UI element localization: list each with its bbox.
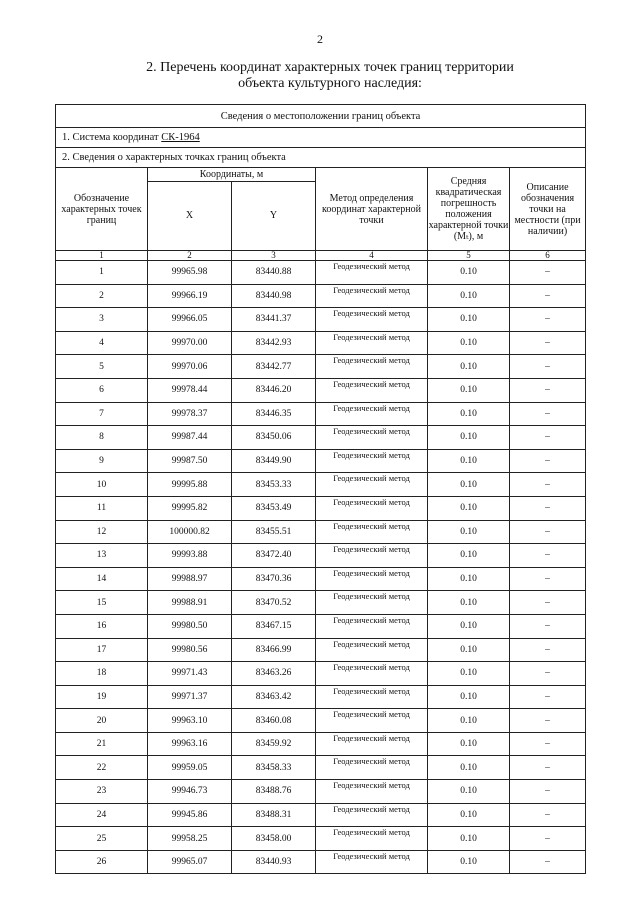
description-cell: – bbox=[510, 591, 586, 615]
description-cell: – bbox=[510, 544, 586, 568]
table-row bbox=[56, 261, 586, 285]
y-coordinate-cell: 83459.92 bbox=[232, 732, 316, 756]
description-cell: – bbox=[510, 638, 586, 662]
description-cell: – bbox=[510, 284, 586, 308]
method-cell: Геодезический метод bbox=[316, 591, 428, 615]
method-cell: Геодезический метод bbox=[316, 331, 428, 355]
coordinate-system-cell bbox=[56, 128, 586, 148]
x-coordinate-cell: 99970.06 bbox=[148, 355, 232, 379]
x-coordinate-cell: 99971.43 bbox=[148, 662, 232, 686]
point-number-cell: 1 bbox=[56, 261, 148, 285]
y-coordinate-cell: 83449.90 bbox=[232, 449, 316, 473]
method-cell: Геодезический метод bbox=[316, 638, 428, 662]
y-coordinate-cell: 83488.76 bbox=[232, 780, 316, 804]
point-number-cell: 17 bbox=[56, 638, 148, 662]
x-coordinate-cell: 99987.50 bbox=[148, 449, 232, 473]
method-cell: Геодезический метод bbox=[316, 402, 428, 426]
description-cell: – bbox=[510, 496, 586, 520]
x-coordinate-cell: 99978.37 bbox=[148, 402, 232, 426]
title-line-2: объекта культурного наследия: bbox=[238, 76, 422, 91]
method-cell: Геодезический метод bbox=[316, 378, 428, 402]
table-row bbox=[56, 544, 586, 568]
y-coordinate-cell: 83440.98 bbox=[232, 284, 316, 308]
description-cell: – bbox=[510, 827, 586, 851]
error-cell: 0.10 bbox=[428, 261, 510, 285]
point-number-cell: 22 bbox=[56, 756, 148, 780]
error-cell: 0.10 bbox=[428, 591, 510, 615]
method-cell: Геодезический метод bbox=[316, 850, 428, 874]
x-coordinate-cell: 99971.37 bbox=[148, 685, 232, 709]
x-coordinate-cell: 99966.05 bbox=[148, 308, 232, 332]
table-row bbox=[56, 567, 586, 591]
point-number-cell: 7 bbox=[56, 402, 148, 426]
point-number-cell: 24 bbox=[56, 803, 148, 827]
x-coordinate-cell: 99970.00 bbox=[148, 331, 232, 355]
method-cell: Геодезический метод bbox=[316, 284, 428, 308]
error-cell: 0.10 bbox=[428, 685, 510, 709]
method-cell: Геодезический метод bbox=[316, 261, 428, 285]
document-title bbox=[60, 60, 600, 92]
column-number-row bbox=[56, 251, 586, 261]
table-row bbox=[56, 496, 586, 520]
header-point-designation: Обозначение характерных точек границ bbox=[56, 168, 148, 251]
description-cell: – bbox=[510, 614, 586, 638]
method-cell: Геодезический метод bbox=[316, 756, 428, 780]
y-coordinate-cell: 83488.31 bbox=[232, 803, 316, 827]
x-coordinate-cell: 99946.73 bbox=[148, 780, 232, 804]
section-title-row bbox=[56, 105, 586, 128]
point-number-cell: 13 bbox=[56, 544, 148, 568]
table-row bbox=[56, 685, 586, 709]
y-coordinate-cell: 83470.52 bbox=[232, 591, 316, 615]
error-cell: 0.10 bbox=[428, 803, 510, 827]
error-cell: 0.10 bbox=[428, 544, 510, 568]
point-number-cell: 16 bbox=[56, 614, 148, 638]
column-number: 6 bbox=[510, 251, 586, 261]
method-cell: Геодезический метод bbox=[316, 803, 428, 827]
error-cell: 0.10 bbox=[428, 496, 510, 520]
y-coordinate-cell: 83455.51 bbox=[232, 520, 316, 544]
x-coordinate-cell: 99980.50 bbox=[148, 614, 232, 638]
description-cell: – bbox=[510, 426, 586, 450]
x-coordinate-cell: 99980.56 bbox=[148, 638, 232, 662]
table-row bbox=[56, 850, 586, 874]
table-row bbox=[56, 638, 586, 662]
point-number-cell: 19 bbox=[56, 685, 148, 709]
column-number: 2 bbox=[148, 251, 232, 261]
point-number-cell: 23 bbox=[56, 780, 148, 804]
points-title: 2. Сведения о характерных точках границ объекта bbox=[56, 148, 586, 168]
coordinates-table-wrapper bbox=[55, 104, 585, 874]
header-row-1 bbox=[56, 168, 586, 182]
description-cell: – bbox=[510, 756, 586, 780]
description-cell: – bbox=[510, 520, 586, 544]
points-title-row bbox=[56, 148, 586, 168]
coordinates-table bbox=[55, 104, 586, 874]
point-number-cell: 10 bbox=[56, 473, 148, 497]
x-coordinate-cell: 99995.82 bbox=[148, 496, 232, 520]
method-cell: Геодезический метод bbox=[316, 567, 428, 591]
error-cell: 0.10 bbox=[428, 378, 510, 402]
error-cell: 0.10 bbox=[428, 780, 510, 804]
point-number-cell: 26 bbox=[56, 850, 148, 874]
header-error: Средняя квадратическая погрешность положения характерной точки (Mₜ), м bbox=[428, 168, 510, 251]
error-cell: 0.10 bbox=[428, 850, 510, 874]
point-number-cell: 18 bbox=[56, 662, 148, 686]
point-number-cell: 25 bbox=[56, 827, 148, 851]
header-description: Описание обозначения точки на местности (при наличии) bbox=[510, 168, 586, 251]
point-number-cell: 5 bbox=[56, 355, 148, 379]
x-coordinate-cell: 99988.97 bbox=[148, 567, 232, 591]
error-cell: 0.10 bbox=[428, 756, 510, 780]
point-number-cell: 11 bbox=[56, 496, 148, 520]
method-cell: Геодезический метод bbox=[316, 449, 428, 473]
method-cell: Геодезический метод bbox=[316, 355, 428, 379]
error-cell: 0.10 bbox=[428, 473, 510, 497]
y-coordinate-cell: 83463.42 bbox=[232, 685, 316, 709]
description-cell: – bbox=[510, 732, 586, 756]
description-cell: – bbox=[510, 402, 586, 426]
table-row bbox=[56, 662, 586, 686]
description-cell: – bbox=[510, 567, 586, 591]
point-number-cell: 8 bbox=[56, 426, 148, 450]
x-coordinate-cell: 99965.98 bbox=[148, 261, 232, 285]
x-coordinate-cell: 100000.82 bbox=[148, 520, 232, 544]
y-coordinate-cell: 83440.93 bbox=[232, 850, 316, 874]
column-number: 4 bbox=[316, 251, 428, 261]
point-number-cell: 9 bbox=[56, 449, 148, 473]
description-cell: – bbox=[510, 308, 586, 332]
method-cell: Геодезический метод bbox=[316, 732, 428, 756]
point-number-cell: 3 bbox=[56, 308, 148, 332]
x-coordinate-cell: 99963.10 bbox=[148, 709, 232, 733]
table-row bbox=[56, 756, 586, 780]
coordinate-system-name: СК-1964 bbox=[161, 132, 200, 143]
table-row bbox=[56, 449, 586, 473]
description-cell: – bbox=[510, 662, 586, 686]
coordinate-system-label: 1. Система координат bbox=[62, 132, 162, 143]
y-coordinate-cell: 83467.15 bbox=[232, 614, 316, 638]
x-coordinate-cell: 99988.91 bbox=[148, 591, 232, 615]
page-number: 2 bbox=[317, 32, 323, 46]
point-number-cell: 14 bbox=[56, 567, 148, 591]
y-coordinate-cell: 83450.06 bbox=[232, 426, 316, 450]
method-cell: Геодезический метод bbox=[316, 520, 428, 544]
section-title: Сведения о местоположении границ объекта bbox=[56, 105, 586, 128]
error-cell: 0.10 bbox=[428, 614, 510, 638]
x-coordinate-cell: 99958.25 bbox=[148, 827, 232, 851]
y-coordinate-cell: 83466.99 bbox=[232, 638, 316, 662]
method-cell: Геодезический метод bbox=[316, 662, 428, 686]
y-coordinate-cell: 83442.77 bbox=[232, 355, 316, 379]
x-coordinate-cell: 99995.88 bbox=[148, 473, 232, 497]
y-coordinate-cell: 83472.40 bbox=[232, 544, 316, 568]
y-coordinate-cell: 83446.35 bbox=[232, 402, 316, 426]
method-cell: Геодезический метод bbox=[316, 426, 428, 450]
description-cell: – bbox=[510, 449, 586, 473]
method-cell: Геодезический метод bbox=[316, 496, 428, 520]
error-cell: 0.10 bbox=[428, 449, 510, 473]
table-row bbox=[56, 284, 586, 308]
column-number: 3 bbox=[232, 251, 316, 261]
description-cell: – bbox=[510, 850, 586, 874]
table-row bbox=[56, 780, 586, 804]
point-number-cell: 4 bbox=[56, 331, 148, 355]
description-cell: – bbox=[510, 803, 586, 827]
error-cell: 0.10 bbox=[428, 567, 510, 591]
table-row bbox=[56, 378, 586, 402]
point-number-cell: 21 bbox=[56, 732, 148, 756]
column-number: 1 bbox=[56, 251, 148, 261]
description-cell: – bbox=[510, 331, 586, 355]
error-cell: 0.10 bbox=[428, 426, 510, 450]
table-row bbox=[56, 473, 586, 497]
table-row bbox=[56, 426, 586, 450]
error-cell: 0.10 bbox=[428, 638, 510, 662]
x-coordinate-cell: 99966.19 bbox=[148, 284, 232, 308]
y-coordinate-cell: 83453.33 bbox=[232, 473, 316, 497]
y-coordinate-cell: 83458.33 bbox=[232, 756, 316, 780]
description-cell: – bbox=[510, 709, 586, 733]
error-cell: 0.10 bbox=[428, 827, 510, 851]
table-row bbox=[56, 803, 586, 827]
error-cell: 0.10 bbox=[428, 331, 510, 355]
table-row bbox=[56, 591, 586, 615]
table-row bbox=[56, 709, 586, 733]
coordinate-system-row bbox=[56, 128, 586, 148]
point-number-cell: 15 bbox=[56, 591, 148, 615]
method-cell: Геодезический метод bbox=[316, 614, 428, 638]
error-cell: 0.10 bbox=[428, 308, 510, 332]
method-cell: Геодезический метод bbox=[316, 709, 428, 733]
y-coordinate-cell: 83440.88 bbox=[232, 261, 316, 285]
y-coordinate-cell: 83441.37 bbox=[232, 308, 316, 332]
header-x: X bbox=[148, 182, 232, 251]
method-cell: Геодезический метод bbox=[316, 780, 428, 804]
table-row bbox=[56, 827, 586, 851]
y-coordinate-cell: 83458.00 bbox=[232, 827, 316, 851]
y-coordinate-cell: 83453.49 bbox=[232, 496, 316, 520]
error-cell: 0.10 bbox=[428, 520, 510, 544]
description-cell: – bbox=[510, 685, 586, 709]
y-coordinate-cell: 83470.36 bbox=[232, 567, 316, 591]
table-row bbox=[56, 308, 586, 332]
table-row bbox=[56, 732, 586, 756]
column-number: 5 bbox=[428, 251, 510, 261]
x-coordinate-cell: 99965.07 bbox=[148, 850, 232, 874]
error-cell: 0.10 bbox=[428, 732, 510, 756]
y-coordinate-cell: 83463.26 bbox=[232, 662, 316, 686]
x-coordinate-cell: 99959.05 bbox=[148, 756, 232, 780]
y-coordinate-cell: 83442.93 bbox=[232, 331, 316, 355]
header-method: Метод определения координат характерной точки bbox=[316, 168, 428, 251]
description-cell: – bbox=[510, 378, 586, 402]
table-row bbox=[56, 331, 586, 355]
description-cell: – bbox=[510, 261, 586, 285]
point-number-cell: 12 bbox=[56, 520, 148, 544]
point-number-cell: 20 bbox=[56, 709, 148, 733]
error-cell: 0.10 bbox=[428, 355, 510, 379]
x-coordinate-cell: 99945.86 bbox=[148, 803, 232, 827]
method-cell: Геодезический метод bbox=[316, 827, 428, 851]
x-coordinate-cell: 99963.16 bbox=[148, 732, 232, 756]
table-row bbox=[56, 402, 586, 426]
method-cell: Геодезический метод bbox=[316, 685, 428, 709]
title-line-1: 2. Перечень координат характерных точек границ территории bbox=[146, 60, 514, 75]
error-cell: 0.10 bbox=[428, 402, 510, 426]
method-cell: Геодезический метод bbox=[316, 473, 428, 497]
description-cell: – bbox=[510, 780, 586, 804]
y-coordinate-cell: 83460.08 bbox=[232, 709, 316, 733]
method-cell: Геодезический метод bbox=[316, 308, 428, 332]
header-y: Y bbox=[232, 182, 316, 251]
y-coordinate-cell: 83446.20 bbox=[232, 378, 316, 402]
table-row bbox=[56, 355, 586, 379]
header-coordinates: Координаты, м bbox=[148, 168, 316, 182]
error-cell: 0.10 bbox=[428, 709, 510, 733]
description-cell: – bbox=[510, 355, 586, 379]
table-row bbox=[56, 520, 586, 544]
description-cell: – bbox=[510, 473, 586, 497]
method-cell: Геодезический метод bbox=[316, 544, 428, 568]
point-number-cell: 2 bbox=[56, 284, 148, 308]
point-number-cell: 6 bbox=[56, 378, 148, 402]
error-cell: 0.10 bbox=[428, 284, 510, 308]
table-row bbox=[56, 614, 586, 638]
x-coordinate-cell: 99978.44 bbox=[148, 378, 232, 402]
x-coordinate-cell: 99987.44 bbox=[148, 426, 232, 450]
x-coordinate-cell: 99993.88 bbox=[148, 544, 232, 568]
error-cell: 0.10 bbox=[428, 662, 510, 686]
